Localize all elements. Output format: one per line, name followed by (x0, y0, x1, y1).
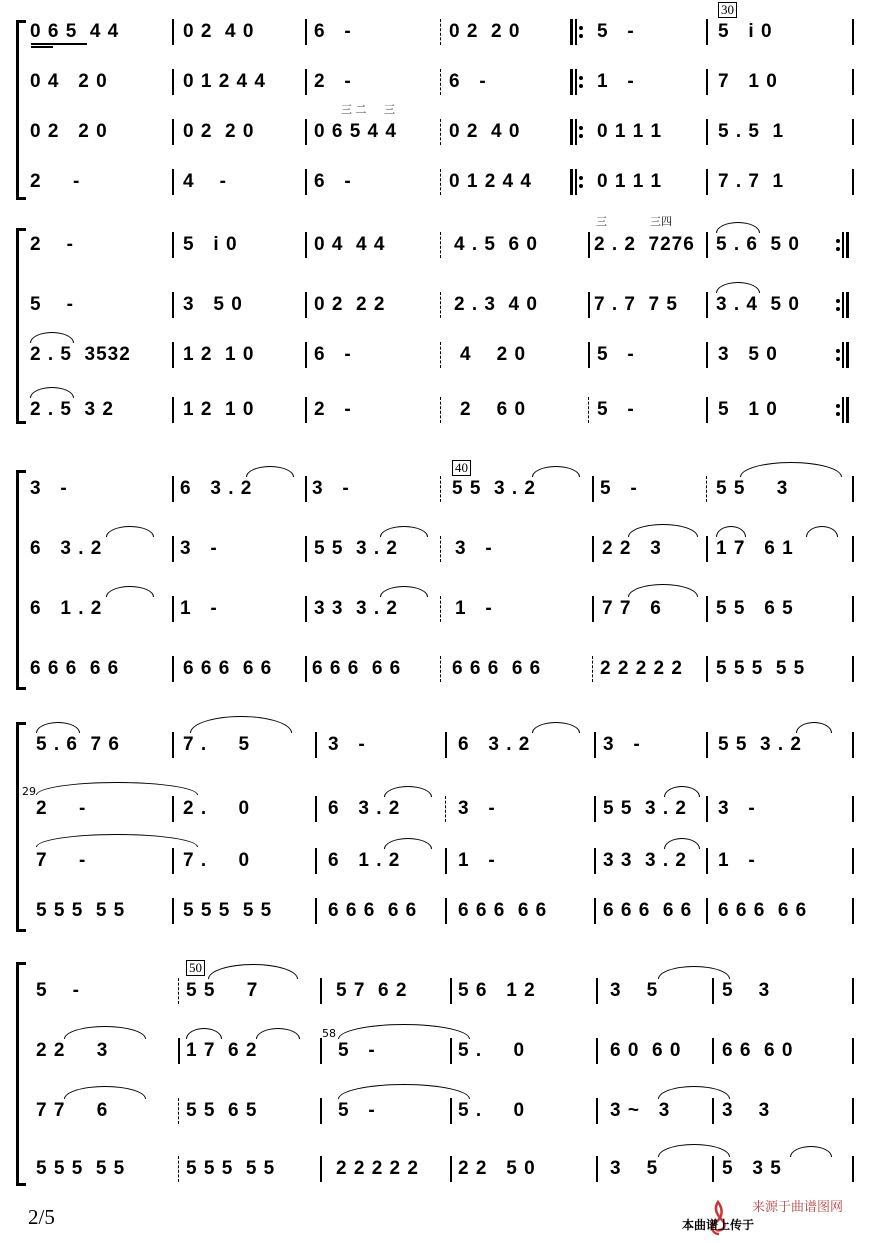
part-line (0, 844, 875, 878)
measure: 4 - (183, 171, 228, 192)
measure: 5 . 0 (458, 1040, 526, 1061)
measure: 7 7 6 (602, 598, 662, 619)
measure: 1 - (180, 598, 218, 619)
measure: 6 - (449, 71, 487, 92)
measure: 0 1 2 4 4 (183, 71, 266, 92)
part-line (0, 228, 875, 262)
measure: 5 5 3 . 2 (603, 798, 687, 819)
measure: 3 5 0 (183, 294, 243, 315)
measure: 3 - (458, 798, 496, 819)
measure: 2 . 3 4 0 (454, 294, 538, 315)
part-line (0, 393, 875, 427)
measure: 1 - (455, 598, 493, 619)
measure: 3 - (180, 538, 218, 559)
measure: 6 1 . 2 (328, 850, 401, 871)
measure: 1 2 1 0 (183, 399, 255, 420)
measure: 1 2 1 0 (183, 344, 255, 365)
measure: 5 - (338, 1040, 376, 1061)
measure: 6 3 . 2 (458, 734, 531, 755)
measure: 5 5 3 . 2 (452, 478, 536, 499)
measure: 6 6 6 6 6 (603, 900, 693, 921)
measure: 5 5 6 5 (186, 1100, 258, 1121)
measure: 7 . 0 (183, 850, 251, 871)
measure: 5 . 5 1 (718, 121, 785, 142)
measure: 6 6 6 6 6 (312, 658, 402, 679)
measure: 1 - (458, 850, 496, 871)
measure: 5 - (597, 21, 635, 42)
part-line (0, 1034, 875, 1068)
part-line (0, 65, 875, 99)
measure: 2 . 2 7276 (594, 234, 695, 255)
tempo-mark: 58 (322, 1027, 336, 1040)
measure: 5 - (338, 1100, 376, 1121)
tempo-mark: 29 (22, 785, 36, 798)
measure: 5 i 0 (718, 21, 773, 42)
part-line (0, 894, 875, 928)
measure: 7 . 5 (183, 734, 251, 755)
measure: 1 7 6 2 (186, 1040, 258, 1061)
part-line (0, 1152, 875, 1186)
measure: 6 6 6 6 6 (30, 658, 120, 679)
measure: 6 1 . 2 (30, 598, 103, 619)
measure: 5 - (30, 294, 75, 315)
rehearsal-mark: 40 (452, 460, 471, 476)
measure: 6 3 . 2 (30, 538, 103, 559)
part-line (0, 338, 875, 372)
measure: 5 5 7 (186, 980, 259, 1001)
measure: 5 1 0 (718, 399, 778, 420)
measure: 1 - (718, 850, 756, 871)
measure: 0 6 5 4 4 (30, 21, 120, 42)
measure: 2 2 3 (36, 1040, 109, 1061)
measure: 0 4 4 4 (314, 234, 386, 255)
measure: 0 6 5 4 4 (314, 121, 397, 142)
measure: 5 5 5 5 5 (186, 1158, 276, 1179)
fingering-mark: 三 (384, 103, 395, 116)
measure: 0 4 2 0 (30, 71, 108, 92)
measure: 3 - (328, 734, 366, 755)
measure: 2 2 5 0 (458, 1158, 536, 1179)
measure: 6 3 . 2 (180, 478, 253, 499)
measure: 2 - (314, 71, 352, 92)
measure: 5 - (600, 478, 638, 499)
measure: 3 . 4 5 0 (716, 294, 800, 315)
part-line (0, 792, 875, 826)
measure: 0 1 1 1 (597, 121, 663, 142)
measure: 5 5 3 . 2 (314, 538, 398, 559)
part-line (0, 15, 875, 49)
measure: 6 6 6 6 6 (718, 900, 808, 921)
measure: 1 - (597, 71, 635, 92)
measure: 3 - (455, 538, 493, 559)
measure: 6 - (314, 21, 352, 42)
measure: 5 5 3 . 2 (718, 734, 802, 755)
measure: 2 . 0 (183, 798, 251, 819)
part-line (0, 165, 875, 199)
measure: 3 5 (610, 1158, 659, 1179)
measure: 0 1 1 1 (597, 171, 663, 192)
measure: 6 6 6 6 6 (183, 658, 273, 679)
measure: 6 6 6 6 6 (328, 900, 418, 921)
part-line (0, 472, 875, 506)
measure: 2 . 5 3 2 (30, 399, 114, 420)
measure: 6 6 6 6 6 (458, 900, 548, 921)
fingering-mark: 三四 (650, 215, 672, 228)
measure: 5 5 5 5 5 (183, 900, 273, 921)
measure: 0 2 4 0 (183, 21, 255, 42)
measure: 3 ~ 3 (610, 1100, 671, 1121)
part-line (0, 1094, 875, 1128)
measure: 0 2 2 2 (314, 294, 386, 315)
measure: 6 - (314, 171, 352, 192)
measure: 7 - (36, 850, 87, 871)
measure: 3 - (718, 798, 756, 819)
measure: 2 - (314, 399, 352, 420)
rehearsal-mark: 50 (186, 960, 205, 976)
fingering-mark: 三 (596, 215, 607, 228)
measure: 5 . 0 (458, 1100, 526, 1121)
part-line (0, 974, 875, 1008)
measure: 2 - (30, 171, 81, 192)
measure: 7 1 0 (718, 71, 778, 92)
part-line (0, 288, 875, 322)
part-line (0, 115, 875, 149)
measure: 2 - (30, 234, 75, 255)
measure: 5 . 6 7 6 (36, 734, 120, 755)
measure: 5 3 5 (722, 1158, 782, 1179)
measure: 6 - (314, 344, 352, 365)
measure: 3 - (603, 734, 641, 755)
measure: 5 - (36, 980, 81, 1001)
measure: 0 2 4 0 (449, 121, 521, 142)
measure: 4 . 5 6 0 (454, 234, 538, 255)
measure: 0 2 2 0 (30, 121, 108, 142)
measure: 5 - (597, 399, 635, 420)
measure: 3 3 (722, 1100, 771, 1121)
measure: 0 1 2 4 4 (449, 171, 532, 192)
fingering-mark: 三 二 (341, 103, 367, 116)
measure: 3 3 3 . 2 (603, 850, 687, 871)
rehearsal-mark: 30 (718, 2, 737, 18)
measure: 2 - (36, 798, 87, 819)
part-line (0, 652, 875, 686)
measure: 2 2 2 2 2 (600, 658, 683, 679)
measure: 2 6 0 (460, 399, 527, 420)
measure: 3 - (30, 478, 68, 499)
part-line (0, 532, 875, 566)
measure: 5 7 6 2 (336, 980, 408, 1001)
measure: 6 6 6 6 6 (452, 658, 542, 679)
measure: 3 - (312, 478, 350, 499)
measure: 5 5 3 (716, 478, 789, 499)
measure: 5 3 (722, 980, 771, 1001)
measure: 2 2 3 (602, 538, 662, 559)
measure: 5 5 6 5 (716, 598, 794, 619)
measure: 3 3 3 . 2 (314, 598, 398, 619)
measure: 5 i 0 (183, 234, 238, 255)
measure: 7 7 6 (36, 1100, 109, 1121)
measure: 5 - (597, 344, 635, 365)
measure: 6 0 6 0 (610, 1040, 682, 1061)
measure: 3 5 0 (718, 344, 778, 365)
watermark-text: 来源于曲谱图网 (752, 1199, 844, 1214)
measure: 0 2 2 0 (449, 21, 521, 42)
measure: 4 2 0 (460, 344, 527, 365)
measure: 5 6 1 2 (458, 980, 536, 1001)
measure: 3 5 (610, 980, 659, 1001)
measure: 6 6 6 0 (722, 1040, 794, 1061)
measure: 0 2 2 0 (183, 121, 255, 142)
measure: 5 5 5 5 5 (716, 658, 806, 679)
measure: 5 5 5 5 5 (36, 1158, 126, 1179)
measure: 5 . 6 5 0 (716, 234, 800, 255)
measure: 2 2 2 2 2 (336, 1158, 419, 1179)
measure: 6 3 . 2 (328, 798, 401, 819)
part-line (0, 728, 875, 762)
measure: 1 7 6 1 (716, 538, 794, 559)
part-line (0, 592, 875, 626)
measure: 2 . 5 3532 (30, 344, 131, 365)
measure: 7 . 7 1 (718, 171, 785, 192)
measure: 5 5 5 5 5 (36, 900, 126, 921)
measure: 7 . 7 7 5 (594, 294, 678, 315)
footer-text: 本曲谱上传于 (682, 1218, 755, 1232)
page-number: 2/5 (28, 1205, 55, 1229)
